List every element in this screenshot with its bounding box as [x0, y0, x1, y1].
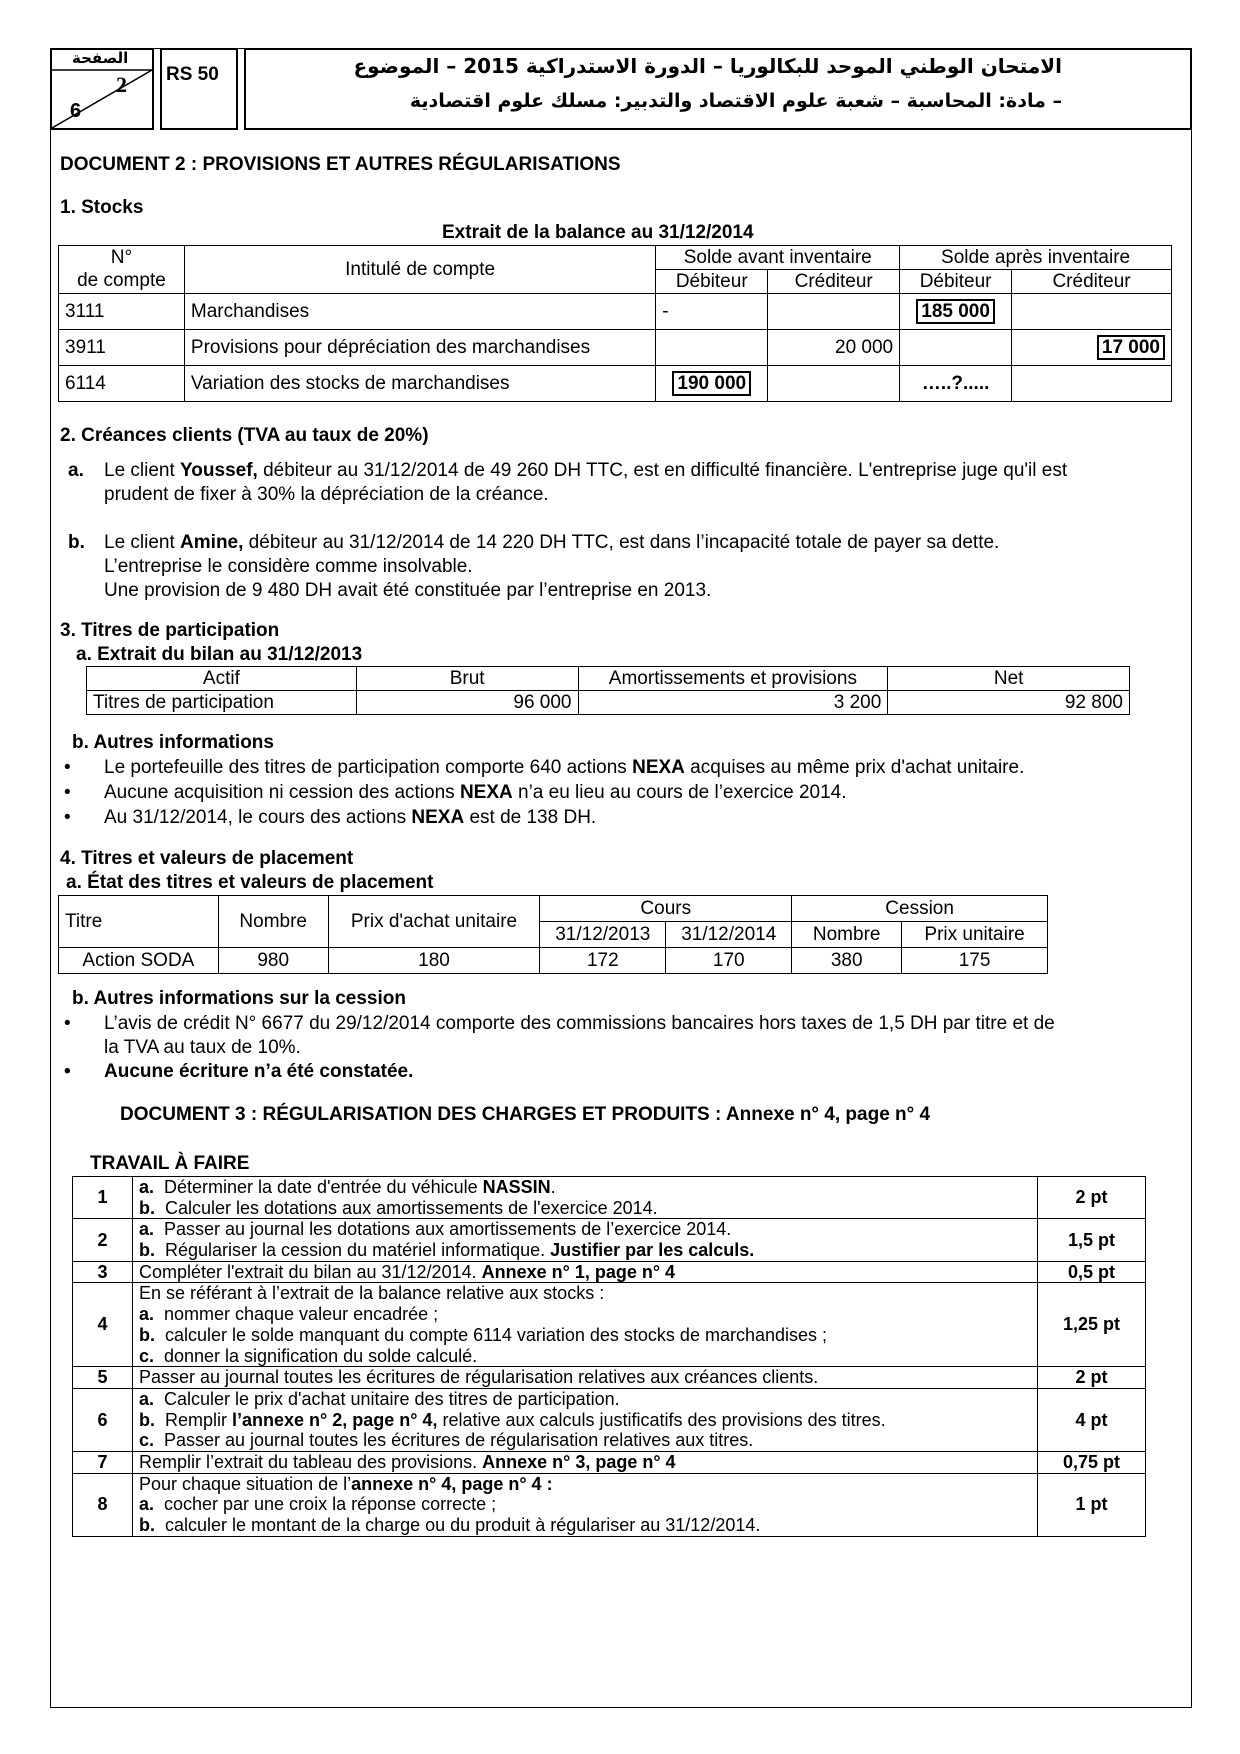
table-row	[59, 330, 1172, 366]
col-amort: Amortissements et provisions	[578, 667, 888, 691]
cell-label: Titres de participation	[87, 691, 357, 715]
task-num: 8	[73, 1473, 133, 1536]
task-text: a. Déterminer la date d'entrée du véhicule NASSIN. b. Calculer les dotations aux amortissements de l'exercice 2014.	[132, 1177, 1037, 1219]
bullet-item-cont: la TVA au taux de 10%.	[104, 1037, 301, 1058]
bullet-item: • Le portefeuille des titres de participation comporte 640 actions NEXA acquises au même prix d'achat unitaire.	[104, 757, 1024, 779]
creance-a-line1: Le client Youssef, débiteur au 31/12/2014 de 49 260 DH TTC, est en difficulté financière. L'entreprise juge qu'il est	[104, 460, 1068, 481]
col-nombre: Nombre	[218, 896, 328, 948]
cell-av-deb: -	[656, 294, 768, 330]
task-text: a. Calculer le prix d'achat unitaire des titres de participation. b. Remplir l’annexe n° 2, page n° 4, relative aux calculs justificatifs des provisions des titres. c. Passer au journal toutes les écritures de régularisation relatives aux titres.	[132, 1388, 1037, 1451]
boxed-value: 190 000	[672, 371, 751, 396]
table-row	[59, 294, 1172, 330]
task-num: 7	[73, 1451, 133, 1473]
cell-ap-cred	[1012, 366, 1172, 402]
exam-title-line2: – مادة: المحاسبة – شعبة علوم الاقتصاد والتدبير: مسلك علوم اقتصادية	[409, 90, 1062, 112]
task-text: a. Passer au journal les dotations aux amortissements de l’exercice 2014. b. Régulariser la cession du matériel informatique. Justifier par les calculs.	[132, 1219, 1037, 1261]
cell-av-deb	[656, 330, 768, 366]
cell-cprix: 175	[902, 948, 1048, 974]
task-text: Compléter l'extrait du bilan au 31/12/2014. Annexe n° 1, page n° 4	[132, 1261, 1037, 1283]
cell-label: Variation des stocks de marchandises	[184, 366, 655, 402]
task-num: 4	[73, 1283, 133, 1367]
task-num: 1	[73, 1177, 133, 1219]
stocks-table	[58, 245, 1172, 402]
col-apres-crediteur: Créditeur	[1012, 270, 1172, 294]
col-actif: Actif	[87, 667, 357, 691]
travail-table	[72, 1176, 1146, 1537]
col-avant-inventaire: Solde avant inventaire	[656, 246, 900, 270]
titres-part-sub-a: a. Extrait du bilan au 31/12/2013	[76, 644, 363, 665]
table-row	[59, 366, 1172, 402]
cell-ap-cred	[1012, 294, 1172, 330]
col-prix: Prix d'achat unitaire	[328, 896, 540, 948]
task-points: 1 pt	[1038, 1473, 1146, 1536]
page-number-box	[50, 48, 154, 130]
cell-brut: 96 000	[356, 691, 578, 715]
task-points: 2 pt	[1038, 1367, 1146, 1389]
task-points: 1,25 pt	[1038, 1283, 1146, 1367]
col-num-2: de compte	[59, 270, 185, 294]
col-cession-prix: Prix unitaire	[902, 922, 1048, 948]
page-label-ar: الصفحة	[72, 49, 129, 67]
table-row	[73, 1388, 1146, 1451]
bilan-table	[86, 666, 1130, 715]
titres-plac-heading: 4. Titres et valeurs de placement	[60, 848, 354, 869]
cell-prix: 180	[328, 948, 540, 974]
col-brut: Brut	[356, 667, 578, 691]
col-apres-debiteur: Débiteur	[900, 270, 1012, 294]
exam-title-box	[244, 48, 1192, 130]
col-cours: Cours	[540, 896, 792, 922]
item-letter: a.	[68, 460, 84, 481]
cell-av-cred: 20 000	[768, 330, 900, 366]
task-text: En se référant à l’extrait de la balance relative aux stocks : a. nommer chaque valeur encadrée ; b. calculer le solde manquant du compte 6114 variation des stocks de marchandises ; c. donner la signification du solde calculé.	[132, 1283, 1037, 1367]
cell-num: 3111	[59, 294, 185, 330]
cell-net: 92 800	[888, 691, 1130, 715]
task-points: 4 pt	[1038, 1388, 1146, 1451]
task-points: 0,5 pt	[1038, 1261, 1146, 1283]
doc3-title: DOCUMENT 3 : RÉGULARISATION DES CHARGES ET PRODUITS : Annexe n° 4, page n° 4	[120, 1104, 931, 1125]
exam-title-line1: الامتحان الوطني الموحد للبكالوريا – الدورة الاستدراكية 2015 – الموضوع	[353, 54, 1062, 78]
task-points: 0,75 pt	[1038, 1451, 1146, 1473]
task-text: Passer au journal toutes les écritures de régularisation relatives aux créances clients.	[132, 1367, 1037, 1389]
task-points: 2 pt	[1038, 1177, 1146, 1219]
task-text: Pour chaque situation de l’annexe n° 4, page n° 4 : a. cocher par une croix la réponse correcte ; b. calculer le montant de la charge ou du produit à régulariser au 31/12/2014.	[132, 1473, 1037, 1536]
creance-a-line2: prudent de fixer à 30% la dépréciation de la créance.	[104, 484, 549, 505]
col-avant-debiteur: Débiteur	[656, 270, 768, 294]
cell-label: Provisions pour dépréciation des marchandises	[184, 330, 655, 366]
titres-plac-sub-a: a. État des titres et valeurs de placement	[66, 872, 434, 893]
table-row	[59, 948, 1048, 974]
cell-nombre: 980	[218, 948, 328, 974]
boxed-value: 17 000	[1097, 335, 1165, 360]
item-letter: b.	[68, 532, 85, 553]
task-points: 1,5 pt	[1038, 1219, 1146, 1261]
col-net: Net	[888, 667, 1130, 691]
stocks-heading: 1. Stocks	[60, 197, 144, 218]
col-cours-2013: 31/12/2013	[540, 922, 666, 948]
titres-plac-sub-b: b. Autres informations sur la cession	[72, 988, 406, 1009]
page-number: 2	[116, 72, 127, 97]
table-row	[73, 1367, 1146, 1389]
table-row	[87, 691, 1130, 715]
creance-b-line1: Le client Amine, débiteur au 31/12/2014 de 14 220 DH TTC, est dans l’incapacité totale de payer sa dette.	[104, 532, 1000, 553]
bullet-item: • Aucune écriture n’a été constatée.	[104, 1061, 413, 1083]
creance-b-line2: L’entreprise le considère comme insolvable.	[104, 556, 473, 577]
col-avant-crediteur: Créditeur	[768, 270, 900, 294]
task-num: 5	[73, 1367, 133, 1389]
cell-cnombre: 380	[792, 948, 902, 974]
col-cours-2014: 31/12/2014	[666, 922, 792, 948]
cell-amort: 3 200	[578, 691, 888, 715]
stocks-table-title: Extrait de la balance au 31/12/2014	[442, 222, 754, 243]
doc2-title: DOCUMENT 2 : PROVISIONS ET AUTRES RÉGULARISATIONS	[60, 154, 621, 175]
table-row	[73, 1283, 1146, 1367]
bullet-item: • Aucune acquisition ni cession des actions NEXA n’a eu lieu au cours de l’exercice 2014.	[104, 782, 847, 804]
titres-part-sub-b: b. Autres informations	[72, 732, 274, 753]
col-apres-inventaire: Solde après inventaire	[900, 246, 1172, 270]
creance-b-line3: Une provision de 9 480 DH avait été constituée par l’entreprise en 2013.	[104, 580, 712, 601]
col-intitule: Intitulé de compte	[184, 246, 655, 294]
col-cession: Cession	[792, 896, 1048, 922]
cell-c2014: 170	[666, 948, 792, 974]
subject-code-box	[160, 48, 238, 130]
placement-table	[58, 895, 1048, 974]
cell-ap-deb: …..?.....	[900, 366, 1012, 402]
cell-num: 6114	[59, 366, 185, 402]
col-titre: Titre	[59, 896, 219, 948]
page-total: 6	[70, 100, 82, 122]
travail-heading: TRAVAIL À FAIRE	[90, 1153, 250, 1174]
cell-num: 3911	[59, 330, 185, 366]
col-num: N°	[59, 246, 185, 270]
cell-ap-deb	[900, 330, 1012, 366]
table-row	[73, 1261, 1146, 1283]
boxed-value: 185 000	[916, 299, 995, 324]
bullet-item: • Au 31/12/2014, le cours des actions NEXA est de 138 DH.	[104, 807, 596, 829]
cell-titre: Action SODA	[59, 948, 219, 974]
cell-label: Marchandises	[184, 294, 655, 330]
table-row	[73, 1177, 1146, 1219]
cell-av-cred	[768, 366, 900, 402]
table-row	[73, 1219, 1146, 1261]
cell-av-cred	[768, 294, 900, 330]
bullet-item: • L’avis de crédit N° 6677 du 29/12/2014 comporte des commissions bancaires hors taxes de 1,5 DH par titre et de	[104, 1013, 1055, 1035]
col-cession-nombre: Nombre	[792, 922, 902, 948]
table-row	[73, 1451, 1146, 1473]
task-text: Remplir l’extrait du tableau des provisions. Annexe n° 3, page n° 4	[132, 1451, 1037, 1473]
task-num: 6	[73, 1388, 133, 1451]
table-row	[73, 1473, 1146, 1536]
cell-c2013: 172	[540, 948, 666, 974]
creances-heading: 2. Créances clients (TVA au taux de 20%)	[60, 425, 429, 446]
subject-code: RS 50	[166, 64, 219, 85]
task-num: 3	[73, 1261, 133, 1283]
titres-part-heading: 3. Titres de participation	[60, 620, 280, 641]
task-num: 2	[73, 1219, 133, 1261]
